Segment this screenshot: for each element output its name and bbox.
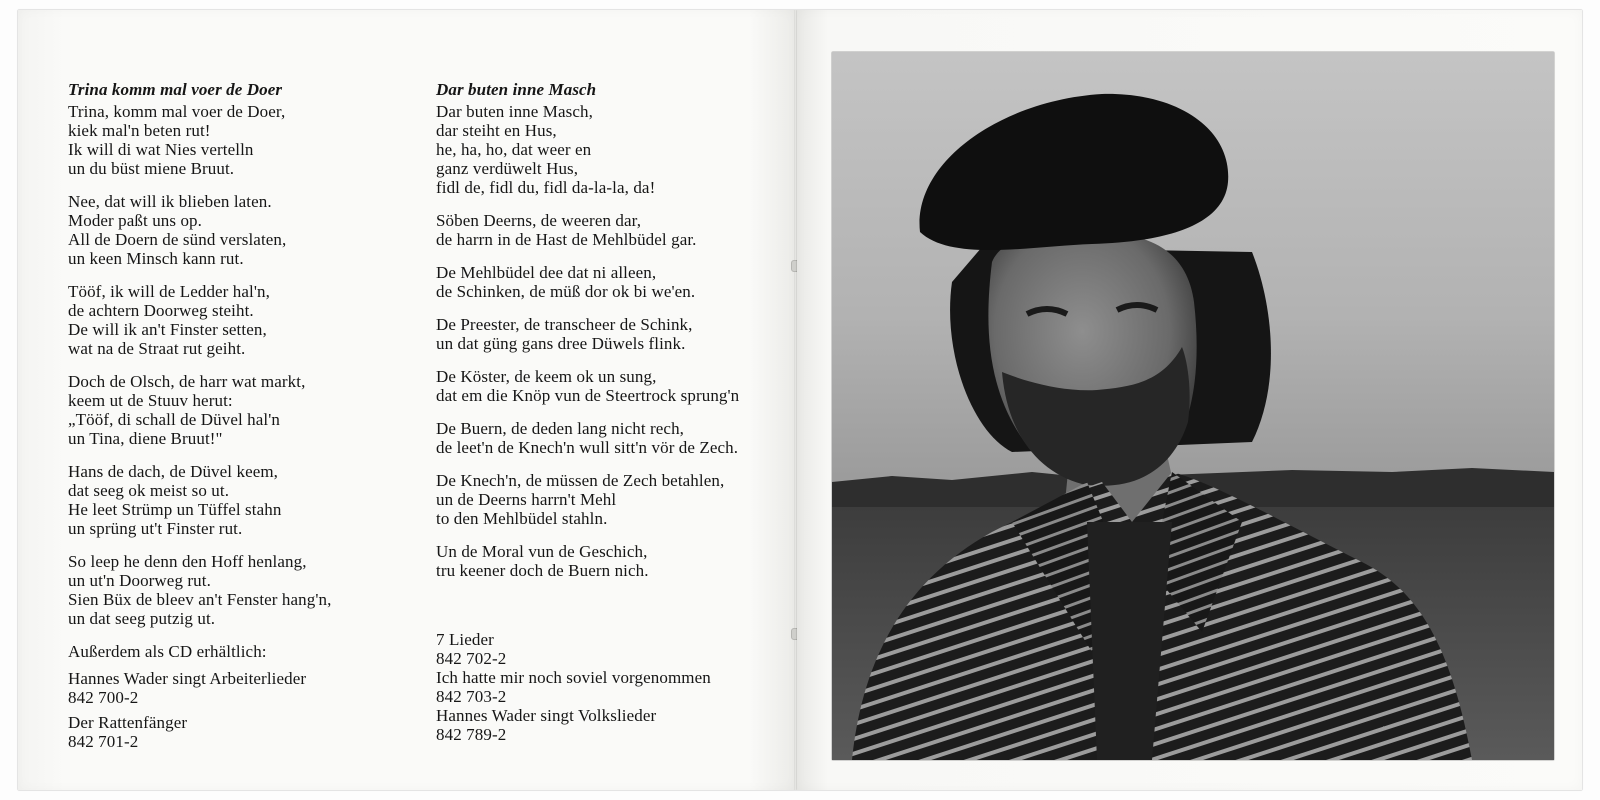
lyric-line: un Tina, diene Bruut!" bbox=[68, 429, 223, 448]
album-title: 7 Lieder bbox=[436, 630, 494, 649]
lyric-line: un dat güng gans dree Düwels flink. bbox=[436, 334, 686, 353]
song-title: Dar buten inne Masch bbox=[436, 80, 597, 99]
catalog-heading: Außerdem als CD erhältlich: bbox=[68, 642, 267, 661]
stanza bbox=[436, 419, 796, 457]
album-title: Ich hatte mir noch soviel vorgenommen bbox=[436, 668, 711, 687]
lyric-line: de Schinken, de müß dor ok bi we'en. bbox=[436, 282, 696, 301]
lyric-line: Un de Moral vun de Geschich, bbox=[436, 542, 648, 561]
stanza bbox=[436, 102, 796, 197]
lyric-line: Moder paßt uns op. bbox=[68, 211, 203, 230]
catalog-entry bbox=[68, 669, 413, 707]
catalog-number: 842 703-2 bbox=[436, 687, 507, 706]
lyrics bbox=[68, 102, 413, 628]
catalog-number: 842 702-2 bbox=[436, 649, 507, 668]
catalog-number: 842 701-2 bbox=[68, 732, 139, 751]
lyric-line: Dar buten inne Masch, bbox=[436, 102, 593, 121]
lyric-line: Hans de dach, de Düvel keem, bbox=[68, 462, 279, 481]
album-title: Der Rattenfänger bbox=[68, 713, 188, 732]
lyric-line: „Tööf, di schall de Düvel hal'n bbox=[68, 410, 280, 429]
lyric-line: un ut'n Doorweg rut. bbox=[68, 571, 211, 590]
stanza bbox=[68, 102, 413, 178]
catalog-entry bbox=[436, 668, 796, 706]
catalog-entry bbox=[436, 706, 796, 744]
lyric-line: keem ut de Stuuv herut: bbox=[68, 391, 233, 410]
catalog-entry bbox=[436, 630, 796, 668]
lyric-line: to den Mehlbüdel stahln. bbox=[436, 509, 608, 528]
lyric-line: De Köster, de keem ok un sung, bbox=[436, 367, 657, 386]
stanza bbox=[68, 282, 413, 358]
album-title: Hannes Wader singt Arbeiterlieder bbox=[68, 669, 307, 688]
album-title: Hannes Wader singt Volkslieder bbox=[436, 706, 657, 725]
lyric-line: de harrn in de Hast de Mehlbüdel gar. bbox=[436, 230, 697, 249]
right-column bbox=[436, 80, 796, 744]
lyric-line: Tööf, ik will de Ledder hal'n, bbox=[68, 282, 270, 301]
lyric-line: De will ik an't Finster setten, bbox=[68, 320, 267, 339]
lyric-line: dat em die Knöp vun de Steertrock sprung'n bbox=[436, 386, 740, 405]
stanza bbox=[436, 211, 796, 249]
lyric-line: dar steiht en Hus, bbox=[436, 121, 557, 140]
catalog-entry bbox=[68, 713, 413, 751]
lyric-line: fidl de, fidl du, fidl da-la-la, da! bbox=[436, 178, 656, 197]
stanza bbox=[436, 263, 796, 301]
lyric-line: So leep he denn den Hoff henlang, bbox=[68, 552, 307, 571]
lyric-line: Sien Büx de bleev an't Fenster hang'n, bbox=[68, 590, 332, 609]
lyric-line: Doch de Olsch, de harr wat markt, bbox=[68, 372, 306, 391]
lyric-line: wat na de Straat rut geiht. bbox=[68, 339, 246, 358]
lyric-line: un de Deerns harrn't Mehl bbox=[436, 490, 617, 509]
lyric-line: un sprüng ut't Finster rut. bbox=[68, 519, 243, 538]
lyric-line: ganz verdüwelt Hus, bbox=[436, 159, 579, 178]
stanza bbox=[68, 372, 413, 448]
lyric-line: de achtern Doorweg steiht. bbox=[68, 301, 254, 320]
lyric-line: un dat seeg putzig ut. bbox=[68, 609, 216, 628]
catalog-number: 842 789-2 bbox=[436, 725, 507, 744]
lyric-line: he, ha, ho, dat weer en bbox=[436, 140, 592, 159]
stanza bbox=[436, 367, 796, 405]
stanza bbox=[68, 462, 413, 538]
portrait-photo bbox=[832, 52, 1554, 760]
lyric-line: un keen Minsch kann rut. bbox=[68, 249, 244, 268]
lyric-line: kiek mal'n beten rut! bbox=[68, 121, 211, 140]
left-page bbox=[18, 10, 797, 790]
lyric-line: All de Doern de sünd verslaten, bbox=[68, 230, 287, 249]
cd-catalog bbox=[436, 630, 796, 744]
stanza bbox=[436, 315, 796, 353]
stanza bbox=[68, 552, 413, 628]
left-column bbox=[68, 80, 413, 751]
lyric-line: tru keener doch de Buern nich. bbox=[436, 561, 649, 580]
lyric-line: De Preester, de transcheer de Schink, bbox=[436, 315, 693, 334]
song-title: Trina komm mal voer de Doer bbox=[68, 80, 283, 99]
stanza bbox=[436, 542, 796, 580]
lyric-line: De Buern, de deden lang nicht rech, bbox=[436, 419, 685, 438]
stanza bbox=[436, 471, 796, 528]
lyric-line: Trina, komm mal voer de Doer, bbox=[68, 102, 286, 121]
lyric-line: De Knech'n, de müssen de Zech betahlen, bbox=[436, 471, 725, 490]
cd-catalog bbox=[68, 642, 413, 751]
lyric-line: Ik will di wat Nies vertelln bbox=[68, 140, 254, 159]
lyric-line: dat seeg ok meist so ut. bbox=[68, 481, 230, 500]
stanza bbox=[68, 192, 413, 268]
lyrics bbox=[436, 102, 796, 580]
lyric-line: un du büst miene Bruut. bbox=[68, 159, 235, 178]
lyric-line: de leet'n de Knech'n wull sitt'n vör de Zech. bbox=[436, 438, 739, 457]
lyric-line: De Mehlbüdel dee dat ni alleen, bbox=[436, 263, 657, 282]
lyric-line: He leet Strümp un Tüffel stahn bbox=[68, 500, 282, 519]
lyric-line: Söben Deerns, de weeren dar, bbox=[436, 211, 642, 230]
lyric-line: Nee, dat will ik blieben laten. bbox=[68, 192, 272, 211]
catalog-number: 842 700-2 bbox=[68, 688, 139, 707]
